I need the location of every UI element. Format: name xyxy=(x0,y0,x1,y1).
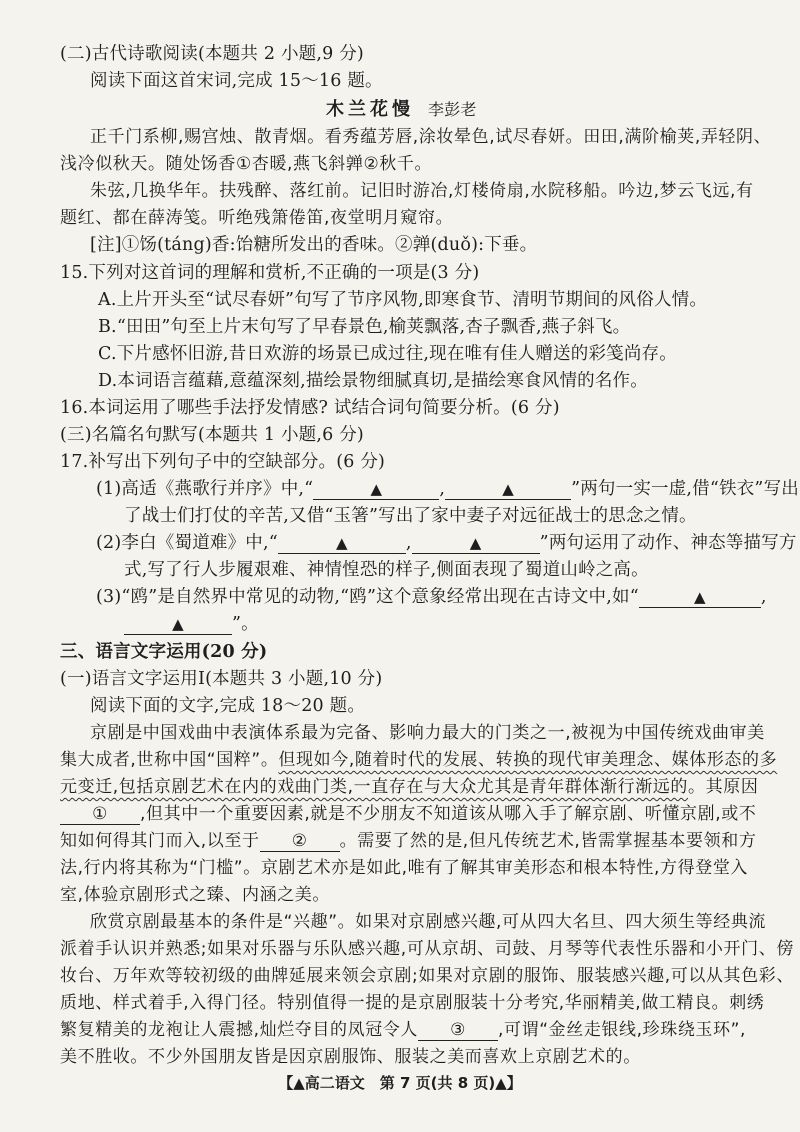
question-17-item-1-line-2: 了战士们打仗的辛苦,又借“玉箸”写出了家中妻子对远征战士的思念之情。 xyxy=(124,506,697,526)
poetry-instruction: 阅读下面这首宋词,完成 15～16 题。 xyxy=(90,71,383,91)
passage-line: 派着手认识并熟悉;如果对乐器与乐队感兴趣,可从京胡、司鼓、月琴等代表性乐器和小开门、傍 xyxy=(60,939,794,959)
answer-blank[interactable]: ▲ xyxy=(124,614,232,635)
passage-line: 美不胜收。不少外国朋友皆是因京剧服饰、服装之美而喜欢上京剧艺术的。 xyxy=(60,1047,641,1067)
question-17-item-3-line-1: (3)“鸥”是自然界中常见的动物,“鸥”这个意象经常出现在古诗文中,如“ ▲ , xyxy=(96,587,767,607)
passage-line: 繁复精美的龙袍让人震撼,灿烂夺目的凤冠令人 ③ ,可谓“金丝走银线,珍珠绕玉环”, xyxy=(60,1020,747,1040)
poem-title: 木兰花慢 xyxy=(326,99,414,120)
wavy-underlined-sentence: 元变迁,包括京剧艺术在内的戏曲门类,一直存在与大众尤其是青年群体渐行渐远的 xyxy=(60,777,689,797)
answer-blank[interactable]: ▲ xyxy=(639,587,761,608)
poem-header xyxy=(326,99,477,121)
poem-line: 正千门系柳,赐宫烛、散青烟。看秀蕴芳唇,涂妆晕色,试尽春妍。田田,满阶榆荚,弄轻阴、 xyxy=(90,127,772,147)
passage-line: 质地、样式着手,入得门径。特别值得一提的是京剧服装十分考究,华丽精美,做工精良。刺绣 xyxy=(60,993,765,1013)
question-15-option-b: B.“田田”句至上片末句写了早春景色,榆荚飘落,杏子飘香,燕子斜飞。 xyxy=(98,317,631,337)
wavy-underlined-sentence: 但现如今,随着时代的发展、转换的现代审美理念、媒体形态的多 xyxy=(278,750,778,770)
question-17-item-2-line-1: (2)李白《蜀道难》中,“ ▲ , ▲ ”两句运用了动作、神态等描写方 xyxy=(96,533,797,553)
part-3-heading: 三、语言文字运用(20 分) xyxy=(60,642,268,662)
question-15-stem: 15.下列对这首词的理解和赏析,不正确的一项是(3 分) xyxy=(60,263,480,283)
section-heading-poetry: (二)古代诗歌阅读(本题共 2 小题,9 分) xyxy=(60,44,364,64)
question-16-stem: 16.本词运用了哪些手法抒发情感? 试结合词句简要分析。(6 分) xyxy=(60,398,560,418)
question-17-item-3-line-2: ▲ ”。 xyxy=(124,613,259,635)
poem-author: 李彭老 xyxy=(428,100,477,119)
passage-line: 知如何得其门而入,以至于 ② 。需要了然的是,但凡传统艺术,皆需掌握基本要领和方 xyxy=(60,831,757,851)
question-15-option-c: C.下片感怀旧游,昔日欢游的场景已成过往,现在唯有佳人赠送的彩笺尚存。 xyxy=(98,344,677,364)
passage-instruction: 阅读下面的文字,完成 18～20 题。 xyxy=(90,696,366,716)
passage-line: 妆台、万年欢等较初级的曲牌延展来领会京剧;如果对京剧的服饰、服装感兴趣,可以从其色彩、 xyxy=(60,966,794,986)
page-footer: 【▲高二语文 第 7 页(共 8 页)▲】 xyxy=(278,1074,522,1092)
passage-line: 法,行内将其称为“门槛”。京剧艺术亦是如此,唯有了解其审美形态和根本特性,方得登堂入 xyxy=(60,858,749,878)
passage-blank-3[interactable]: ③ xyxy=(418,1020,498,1041)
answer-blank[interactable]: ▲ xyxy=(313,479,439,500)
answer-blank[interactable]: ▲ xyxy=(445,479,571,500)
part-3-subheading: (一)语言文字运用Ⅰ(本题共 3 小题,10 分) xyxy=(60,669,383,689)
passage-blank-2[interactable]: ② xyxy=(260,831,340,852)
passage-line: 集大成者,世称中国“国粹”。但现如今,随着时代的发展、转换的现代审美理念、媒体形态的多 xyxy=(60,750,778,770)
answer-blank[interactable]: ▲ xyxy=(412,533,540,554)
question-15-option-a: A.上片开头至“试尽春妍”句写了节序风物,即寒食节、清明节期间的风俗人情。 xyxy=(98,290,708,310)
passage-line: 元变迁,包括京剧艺术在内的戏曲门类,一直存在与大众尤其是青年群体渐行渐远的。其原因 xyxy=(60,777,759,797)
question-17-item-1-line-1: (1)高适《燕歌行并序》中,“ ▲ , ▲ ”两句一实一虚,借“铁衣”写出 xyxy=(96,479,799,499)
question-17-item-2-line-2: 式,写了行人步履艰难、神情惶恐的样子,侧面表现了蜀道山岭之高。 xyxy=(124,560,649,580)
poem-note: [注]①饧(táng)香:饴糖所发出的香味。②亸(duǒ):下垂。 xyxy=(90,235,538,255)
question-15-option-d: D.本词语言蕴藉,意蕴深刻,描绘景物细腻真切,是描绘寒食风情的名作。 xyxy=(98,371,648,391)
poem-line: 浅冷似秋天。随处饧香①杏暖,燕飞斜亸②秋千。 xyxy=(60,154,433,174)
passage-line: 欣赏京剧最基本的条件是“兴趣”。如果对京剧感兴趣,可从四大名旦、四大须生等经典流 xyxy=(90,912,767,932)
poem-line: 题红、都在薛涛笺。听绝残箫倦笛,夜堂明月窥帘。 xyxy=(60,208,454,228)
answer-blank[interactable]: ▲ xyxy=(278,533,406,554)
question-17-stem: 17.补写出下列句子中的空缺部分。(6 分) xyxy=(60,452,386,472)
passage-line: ① ,但其中一个重要因素,就是不少朋友不知道该从哪入手了解京剧、听懂京剧,或不 xyxy=(60,803,756,825)
poem-line: 朱弦,几换华年。扶残醉、落红前。记旧时游冶,灯楼倚扇,水院移船。吟边,梦云飞远,有 xyxy=(90,181,754,201)
passage-line: 室,体验京剧形式之臻、内涵之美。 xyxy=(60,885,331,905)
passage-blank-1[interactable]: ① xyxy=(60,804,140,825)
section-heading-recitation: (三)名篇名句默写(本题共 1 小题,6 分) xyxy=(60,425,364,445)
passage-line: 京剧是中国戏曲中表演体系最为完备、影响力最大的门类之一,被视为中国传统戏曲审美 xyxy=(90,723,765,743)
